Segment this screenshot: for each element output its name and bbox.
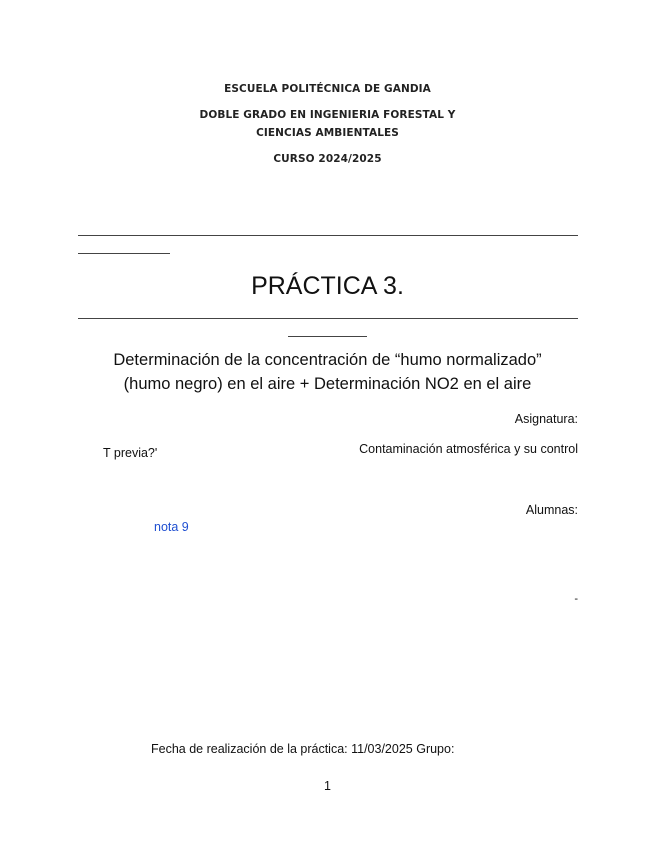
previous-note: T previa?' [103,446,158,460]
grade-note: nota 9 [154,520,189,534]
school-name: ESCUELA POLITÉCNICA DE GANDIA [224,83,431,95]
divider-line [78,235,578,236]
students-label: Alumnas: [525,503,578,517]
divider-line [288,336,367,337]
divider-line [78,318,578,319]
degree-line-2: CIENCIAS AMBIENTALES [256,127,399,139]
subtitle-line-1: Determinación de la concentración de “humo normalizado” [113,351,542,369]
subject-value: Contaminación atmosférica y su control [359,442,578,456]
document-subtitle [0,348,655,396]
date-group-line: Fecha de realización de la práctica: 11/03/2025 Grupo: [151,742,455,756]
dash-mark: - [574,593,578,605]
subject-label: Asignatura: [514,412,578,426]
divider-line [78,253,170,254]
course-year: CURSO 2024/2025 [273,153,382,165]
page-number: 1 [324,779,331,793]
degree-line-1: DOBLE GRADO EN INGENIERIA FORESTAL Y [199,109,456,121]
document-title: PRÁCTICA 3. [251,272,404,300]
subtitle-line-2: (humo negro) en el aire + Determinación NO2 en el aire [123,375,532,393]
